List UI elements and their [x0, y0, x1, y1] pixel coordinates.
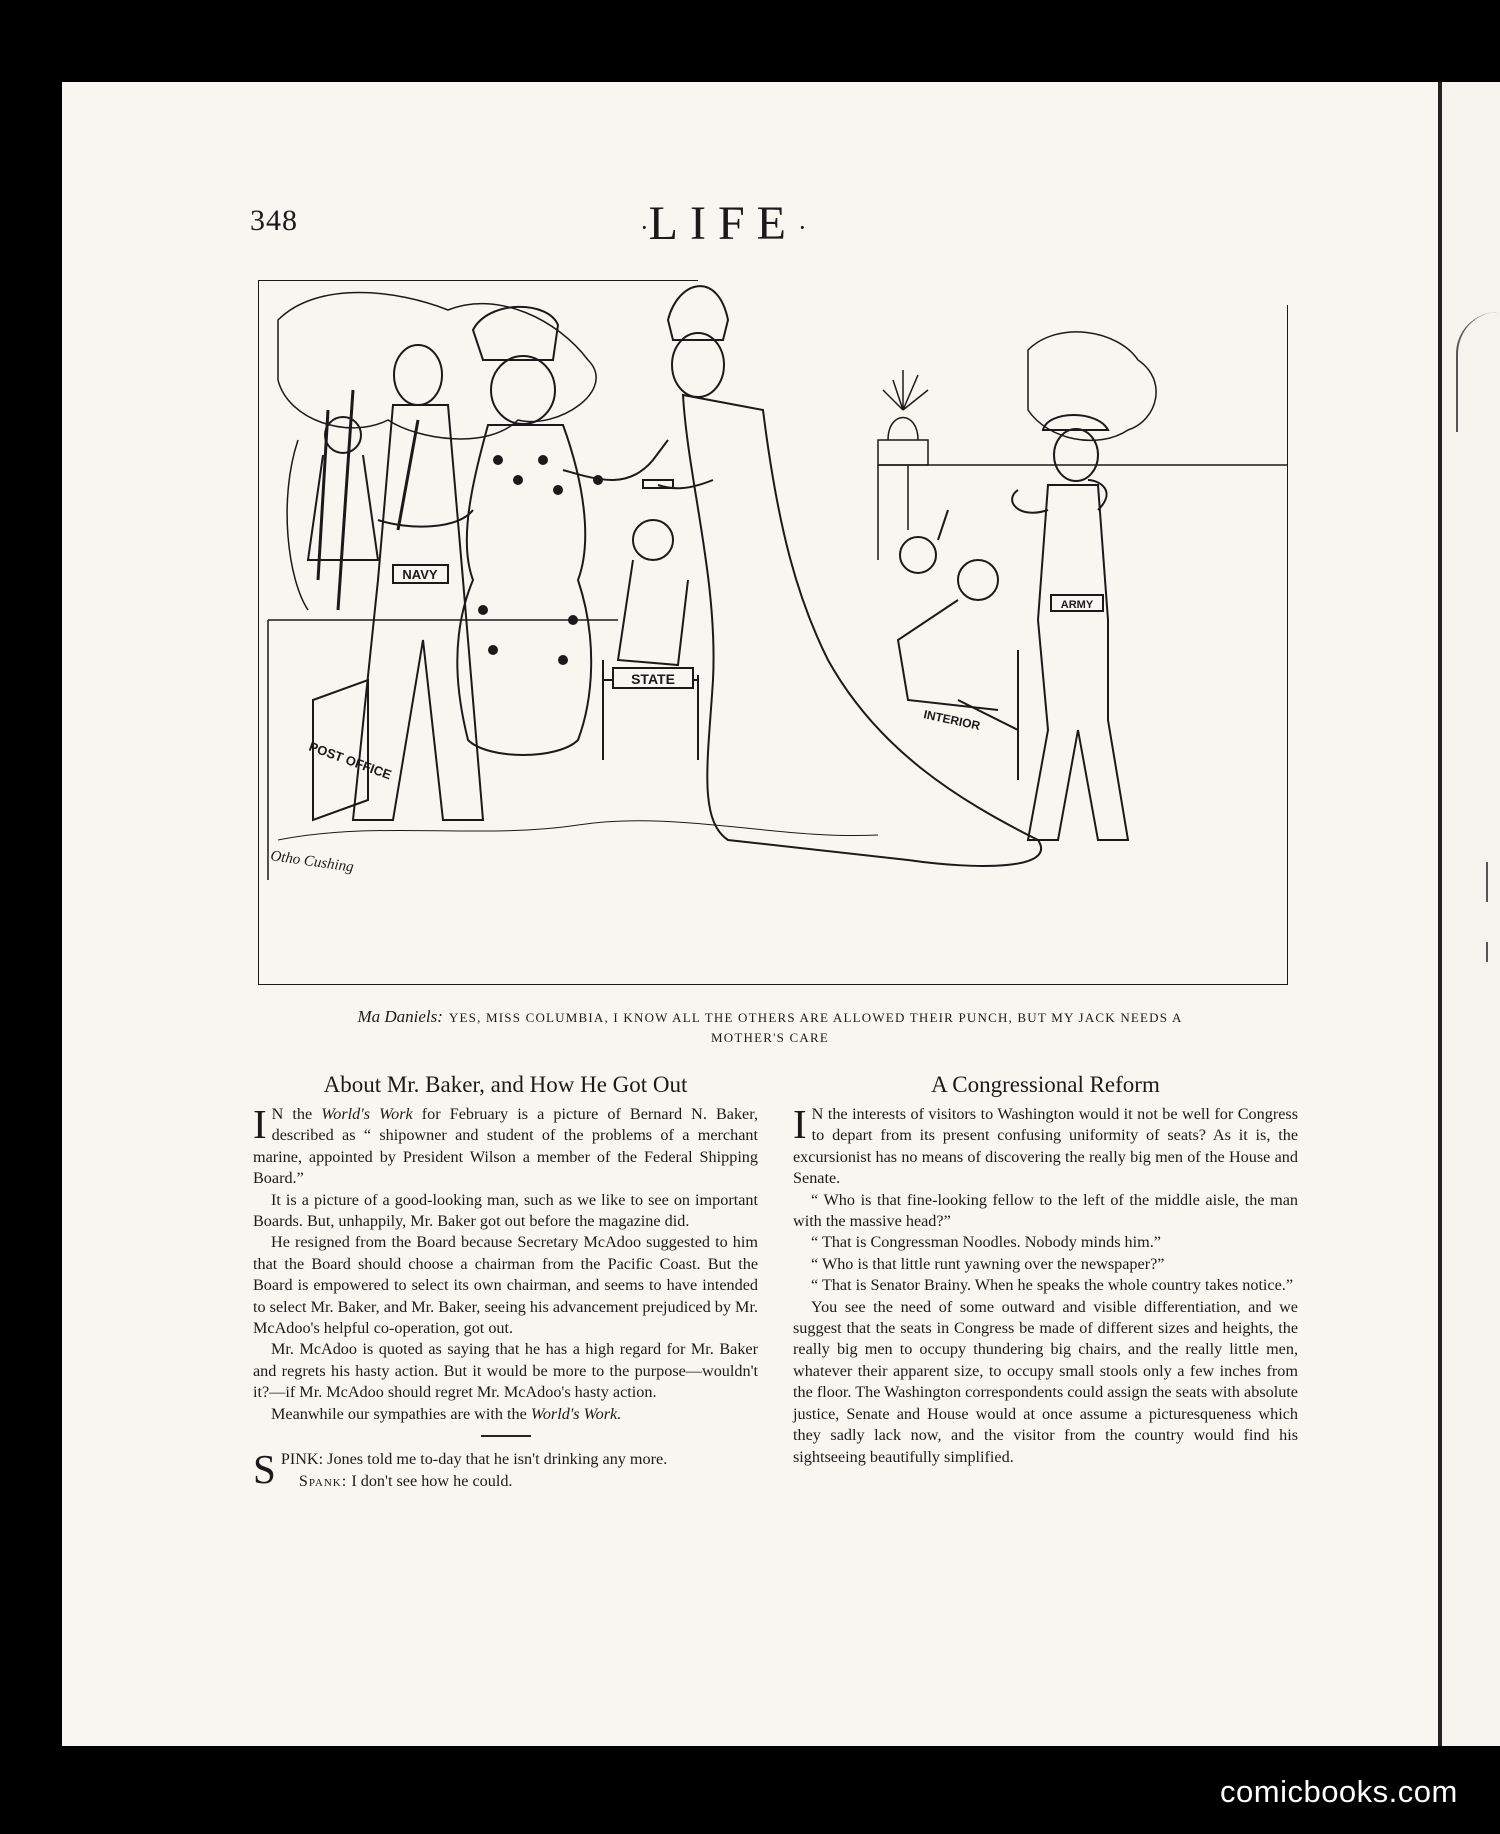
left-column: [253, 1070, 758, 1492]
congress-paragraph-1: [793, 1101, 1298, 1190]
baker-paragraph-4: Mr. McAdoo is quoted as saying that he has a high regard for Mr. Baker and regrets his hasty action. But it would be more to the purpose—wouldn't it?—if Mr. McAdoo should regret Mr. McAdoo's hasty action.: [253, 1340, 758, 1402]
article-title-baker: About Mr. Baker, and How He Got Out: [323, 1072, 688, 1097]
congress-paragraph-4: “ Who is that little runt yawning over the newspaper?”: [811, 1254, 1165, 1273]
text-run: I don't see how he could.: [347, 1471, 513, 1490]
cartoon-caption: [330, 1007, 1210, 1048]
drop-cap: S: [253, 1446, 276, 1493]
ma-daniels-arm: [563, 440, 668, 480]
section-divider: [481, 1435, 531, 1437]
artist-signature: Otho Cushing: [269, 848, 355, 876]
article-title-congress: A Congressional Reform: [931, 1072, 1160, 1097]
joke-speaker: Spank:: [298, 1471, 348, 1490]
site-watermark: comicbooks.com: [1220, 1774, 1458, 1809]
child-state-head: [633, 520, 673, 560]
text-run: Meanwhile our sympathies are with the: [271, 1404, 531, 1423]
baker-paragraph-5: [253, 1404, 758, 1425]
next-page-mark: [1486, 942, 1488, 962]
joke-speaker: PINK:: [280, 1450, 324, 1469]
drop-cap: I: [793, 1101, 807, 1147]
next-page-mark: [1486, 862, 1488, 902]
text-run: for February is a picture of Bernard N. Baker, described as “ shipowner and student of the problems of a merchant marine, appointed by President Wilson a member of the Federal Shipping Board.”: [253, 1105, 759, 1188]
navy-label: NAVY: [402, 567, 438, 582]
masthead-title: LIFE: [648, 197, 798, 250]
congress-paragraph-6: You see the need of some outward and visible differentiation, and we suggest that the seats in Congress be made of different sizes and heights, the really big men to occupy thundering big chairs, and the really little men, whatever their apparent size, to occupy small stools only a few inches from the floor. The Washington correspondents could assign the seats with absolute justice, Senate and House would at once assume a picturesqueness which they sadly lack now, and the visitor from the country would find his sightseeing beautifully simplified.: [793, 1297, 1298, 1466]
baker-paragraph-3: He resigned from the Board because Secretary McAdoo suggested to him that the Board should choose a chairman from the Pacific Coast. But the Board is empowered to select its own chairman, and seems to have intended to select Mr. Baker, and Mr. Baker, seeing his advancement prejudiced by Mr. McAdoo's helpful co-operation, got out.: [253, 1233, 758, 1338]
ma-daniels-hat: [473, 307, 558, 360]
right-column: [793, 1070, 1298, 1468]
columbia-head: [672, 333, 724, 397]
text-run: N the: [271, 1105, 322, 1123]
child-interior-body: [898, 600, 998, 710]
cartoon-illustration: [258, 280, 1288, 985]
interior-label: INTERIOR: [922, 707, 982, 733]
state-label: STATE: [631, 671, 675, 687]
wall-pillar: [878, 440, 928, 465]
cartoon-frame: [258, 280, 1288, 985]
child-state-body: [618, 560, 688, 665]
next-page-curve: [1456, 312, 1498, 432]
ma-daniels-dress: [457, 425, 591, 755]
text-run: N the interests of visitors to Washington would it not be well for Congress to depart from its present confusing uniformity of seats? As it is, the excursionist has no means of discovering the really big men of the House and Senate.: [793, 1105, 1298, 1188]
columbia-headdress: [668, 286, 728, 340]
army-label: ARMY: [1060, 599, 1094, 611]
joke-line-2: [253, 1471, 758, 1492]
page-number: 348: [250, 204, 298, 237]
caption-text: YES, MISS COLUMBIA, I KNOW ALL THE OTHERS ARE ALLOWED THEIR PUNCH, BUT MY JACK NEEDS A MOTHER'S CARE: [448, 1010, 1183, 1045]
child-interior-head: [958, 560, 998, 600]
caption-speaker: Ma Daniels:: [357, 1007, 443, 1026]
congress-paragraph-3: “ That is Congressman Noodles. Nobody minds him.”: [811, 1233, 1161, 1252]
ground-line: [278, 821, 878, 840]
next-page-edge: [1442, 82, 1500, 1746]
soldier-head: [1054, 429, 1098, 481]
soldier-body: [1028, 485, 1128, 840]
interior-chair: [958, 650, 1018, 780]
shrub: [287, 440, 308, 610]
masthead: [640, 196, 807, 251]
italic-title: World's Work: [321, 1105, 413, 1123]
congress-paragraph-5: “ That is Senator Brainy. When he speaks the whole country takes notice.”: [811, 1276, 1294, 1295]
plant-urn: [883, 370, 928, 440]
raised-cup-arm: [938, 510, 948, 540]
ma-daniels-head: [491, 356, 555, 424]
soldier-cap: [1043, 415, 1108, 430]
congress-paragraph-2: “ Who is that fine-looking fellow to the left of the middle aisle, the man with the massive head?”: [793, 1190, 1298, 1231]
masthead-dot: ·: [640, 212, 649, 242]
drop-cap: I: [253, 1101, 267, 1147]
text-run: Jones told me to-day that he isn't drinking any more.: [323, 1450, 668, 1469]
italic-title: World's Work.: [530, 1404, 622, 1423]
post-office-label: POST OFFICE: [306, 738, 394, 783]
baker-paragraph-2: It is a picture of a good-looking man, such as we like to see on important Boards. But, unhappily, Mr. Baker got out before the magazine did.: [253, 1190, 758, 1231]
child-right-head: [900, 537, 936, 573]
masthead-dot: ·: [798, 212, 807, 242]
baker-paragraph-1: [253, 1101, 759, 1190]
sailor-head: [394, 345, 442, 405]
seated-man-head: [325, 417, 361, 453]
